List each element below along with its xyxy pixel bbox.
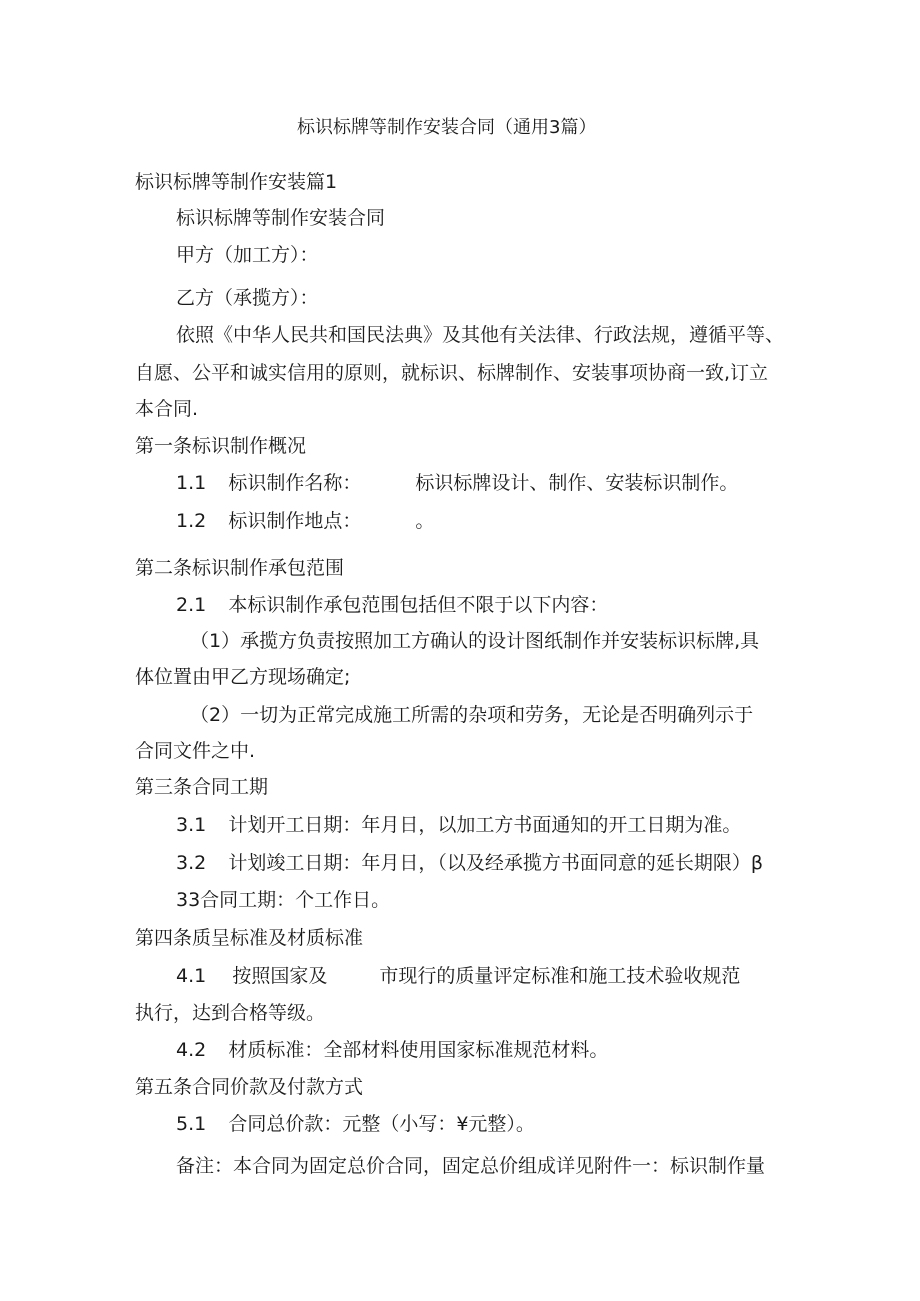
clause-number: 4.2 [176, 1039, 207, 1061]
clause-label: 标识制作地点： [228, 510, 362, 532]
clause-4-2 [176, 1037, 608, 1063]
clause-4-1 [176, 963, 740, 989]
clause-1-1 [176, 470, 738, 496]
clause-text: 计划开工日期：年月日，以加工方书面通知的开工日期为准。 [228, 814, 742, 836]
article-5-heading: 第五条合同价款及付款方式 [135, 1076, 364, 1098]
clause-number: 2.1 [176, 594, 207, 616]
clause-text-b: 市现行的质量评定标准和施工技术验收规范 [379, 965, 741, 987]
clause-text: 计划竣工日期：年月日，（以及经承揽方书面同意的延长期限）β [228, 852, 763, 874]
clause-text: 本标识制作承包范围包括但不限于以下内容： [228, 594, 609, 616]
clause-3-1 [176, 812, 741, 838]
clause-2-1 [176, 592, 608, 618]
clause-number: 4.1 [176, 965, 207, 987]
clause-text-a: 按照国家及 [232, 965, 328, 987]
party-b-line: 乙方（承揽方）： [176, 287, 319, 309]
article-3-heading: 第三条合同工期 [135, 776, 269, 798]
preamble-line-2: 自愿、公平和诚实信用的原则，就标识、标牌制作、安装事项协商一致,订立 [135, 362, 769, 384]
clause-number: 5.1 [176, 1113, 207, 1135]
clause-4-1-line-2: 执行，达到合格等级。 [135, 1002, 326, 1024]
note-line: 备注：本合同为固定总价合同，固定总价组成详见附件一：标识制作量 [176, 1155, 766, 1177]
preamble-line-3: 本合同. [135, 398, 199, 420]
clause-3-3: 33合同工期：个工作日。 [176, 889, 391, 911]
contract-name: 标识标牌等制作安装合同 [176, 207, 386, 229]
clause-1-2 [176, 508, 434, 534]
clause-3-2 [176, 850, 763, 876]
clause-text: 材质标准：全部材料使用国家标准规范材料。 [228, 1039, 609, 1061]
clause-number: 1.1 [176, 472, 207, 494]
scope-item-2-line-2: 合同文件之中. [135, 740, 256, 762]
article-1-heading: 第一条标识制作概况 [135, 435, 307, 457]
article-4-heading: 第四条质呈标准及材质标准 [135, 927, 364, 949]
clause-number: 3.1 [176, 814, 207, 836]
article-2-heading: 第二条标识制作承包范围 [135, 557, 345, 579]
party-a-line: 甲方（加工方）： [176, 244, 319, 266]
clause-number: 1.2 [176, 510, 207, 532]
clause-value: 标识标牌设计、制作、安装标识制作。 [415, 472, 739, 494]
clause-number: 3.2 [176, 852, 207, 874]
preamble-line-1: 依照《中华人民共和国民法典》及其他有关法律、行政法规，遵循平等、 [176, 324, 785, 346]
clause-5-1 [176, 1111, 535, 1137]
document-title: 标识标牌等制作安装合同（通用3篇） [297, 117, 597, 138]
scope-item-1-line-2: 体位置由甲乙方现场确定; [135, 666, 351, 688]
clause-value: 。 [415, 510, 435, 532]
clause-text: 合同总价款：元整（小写：¥元整）。 [228, 1113, 535, 1135]
clause-label: 标识制作名称： [228, 472, 362, 494]
scope-item-2-line-1: （2）一切为正常完成施工所需的杂项和劳务，无论是否明确列示于 [190, 704, 754, 726]
scope-item-1-line-1: （1）承揽方负责按照加工方确认的设计图纸制作并安装标识标牌,具 [190, 630, 760, 652]
section-heading: 标识标牌等制作安装篇1 [135, 171, 338, 193]
